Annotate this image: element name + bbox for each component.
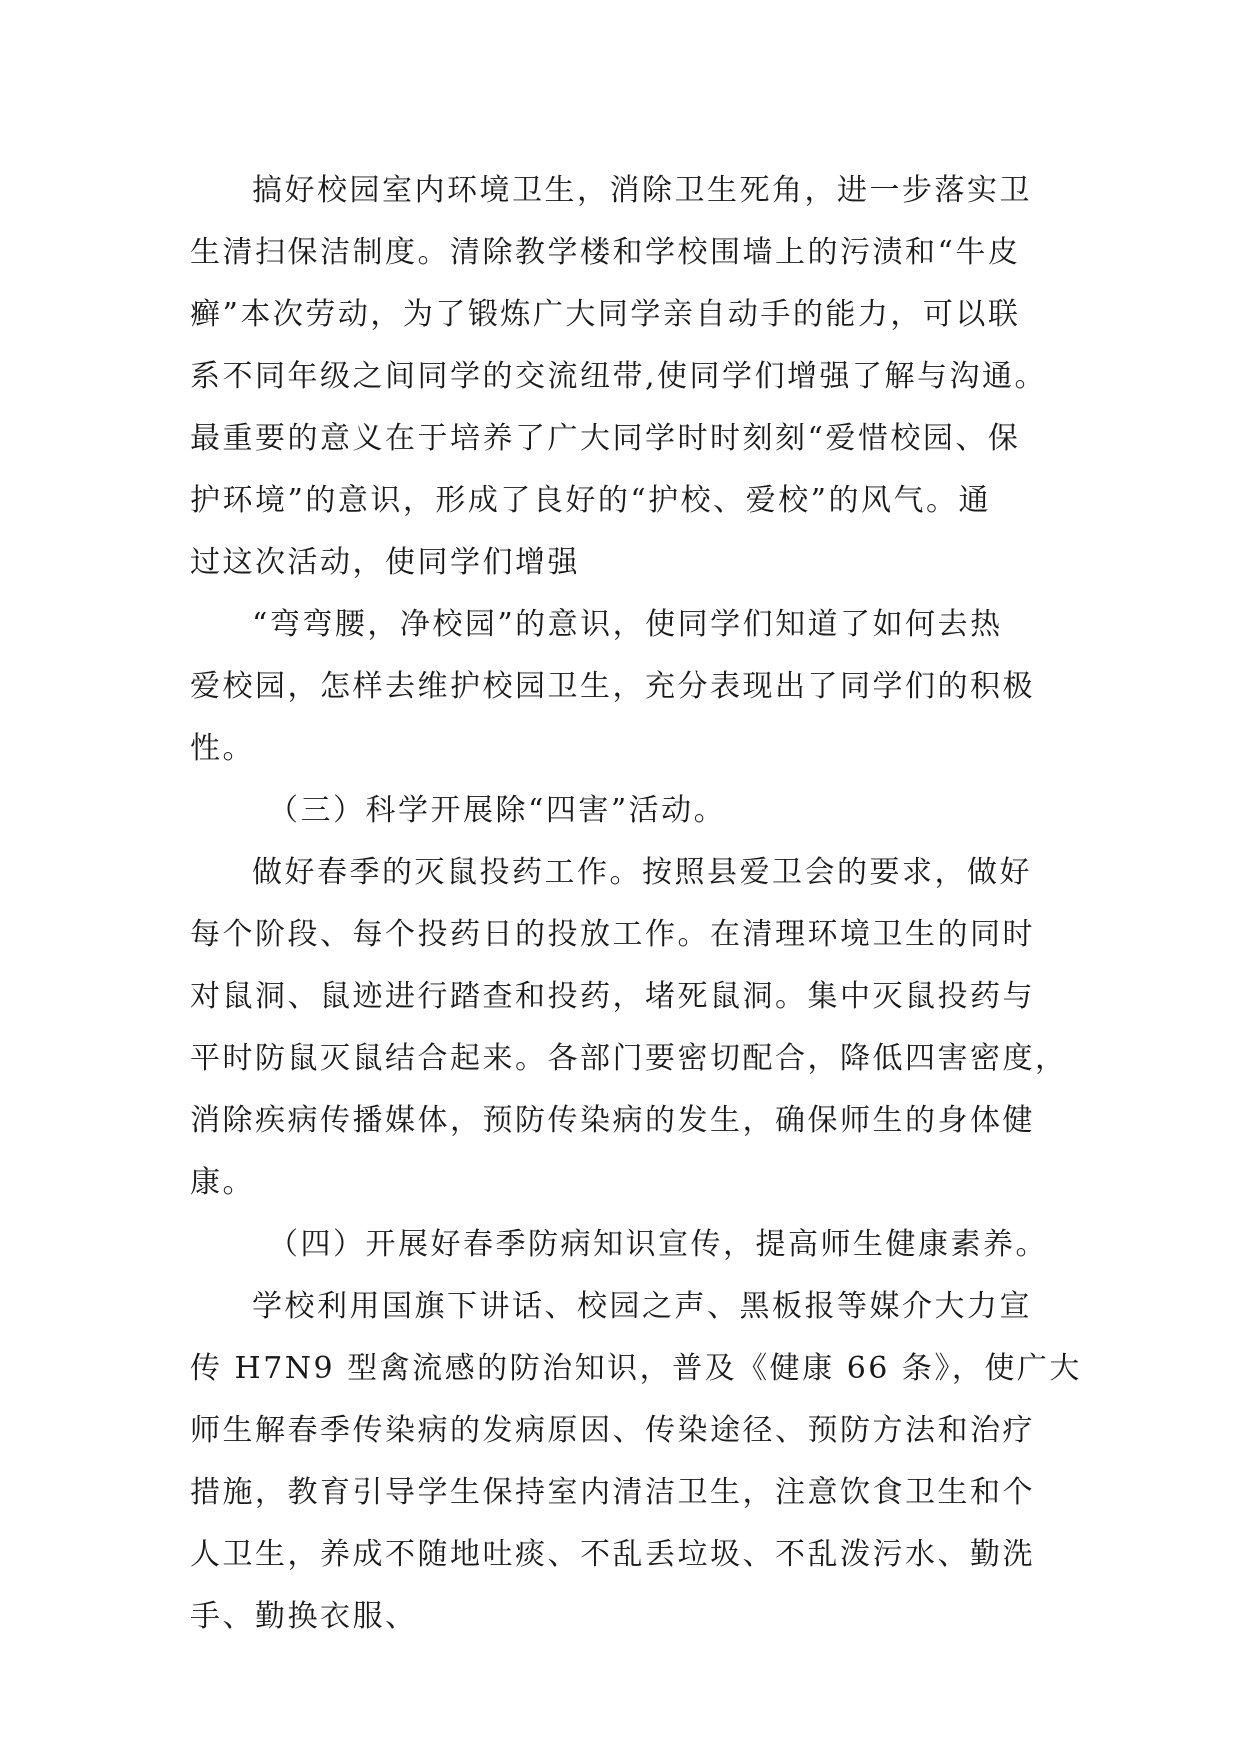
paragraph-line: 平时防鼠灭鼠结合起来。各部门要密切配合，降低四害密度， [190, 1041, 1068, 1076]
paragraph-line: 护环境”的意识，形成了良好的“护校、爱校”的风气。通 [190, 483, 992, 518]
paragraph-line: 康。 [190, 1165, 255, 1200]
paragraph-line: 系不同年级之间同学的交流纽带,使同学们增强了解与沟通。 [190, 359, 1048, 394]
paragraph-line: 爱校园，怎样去维护校园卫生，充分表现出了同学们的积极 [190, 669, 1035, 704]
paragraph-line: 生清扫保洁制度。清除教学楼和学校围墙上的污渍和“牛皮 [190, 235, 1021, 270]
paragraph-line: “弯弯腰，净校园”的意识，使同学们知道了如何去热 [252, 607, 1003, 642]
section-heading: （四）开展好春季防病知识宣传，提高师生健康素养。 [268, 1227, 1048, 1262]
paragraph-line: 搞好校园室内环境卫生，消除卫生死角，进一步落实卫 [252, 173, 1032, 208]
paragraph-line: 传 H7N9 型禽流感的防治知识，普及《健康 66 条》，使广大 [190, 1351, 1082, 1386]
paragraph-line: 每个阶段、每个投药日的投放工作。在清理环境卫生的同时 [190, 917, 1035, 952]
paragraph-line: 措施，教育引导学生保持室内清洁卫生，注意饮食卫生和个 [190, 1475, 1035, 1510]
paragraph-line: 最重要的意义在于培养了广大同学时时刻刻“爱惜校园、保 [190, 421, 1021, 456]
paragraph-line: 过这次活动，使同学们增强 [190, 545, 580, 580]
paragraph-line: 做好春季的灭鼠投药工作。按照县爱卫会的要求，做好 [252, 855, 1032, 890]
paragraph-line: 人卫生，养成不随地吐痰、不乱丢垃圾、不乱泼污水、勤洗 [190, 1537, 1035, 1572]
document-body [190, 160, 1082, 1648]
paragraph-line: 消除疾病传播媒体，预防传染病的发生，确保师生的身体健 [190, 1103, 1035, 1138]
paragraph-line: 学校利用国旗下讲话、校园之声、黑板报等媒介大力宣 [252, 1289, 1032, 1324]
paragraph-line: 性。 [190, 731, 255, 766]
paragraph-line: 癣”本次劳动，为了锻炼广大同学亲自动手的能力，可以联 [190, 297, 1021, 332]
paragraph-line: 师生解春季传染病的发病原因、传染途径、预防方法和治疗 [190, 1413, 1035, 1448]
paragraph-line: 对鼠洞、鼠迹进行踏查和投药，堵死鼠洞。集中灭鼠投药与 [190, 979, 1035, 1014]
section-heading: （三）科学开展除“四害”活动。 [268, 793, 727, 828]
paragraph-line: 手、勤换衣服、 [190, 1599, 418, 1634]
